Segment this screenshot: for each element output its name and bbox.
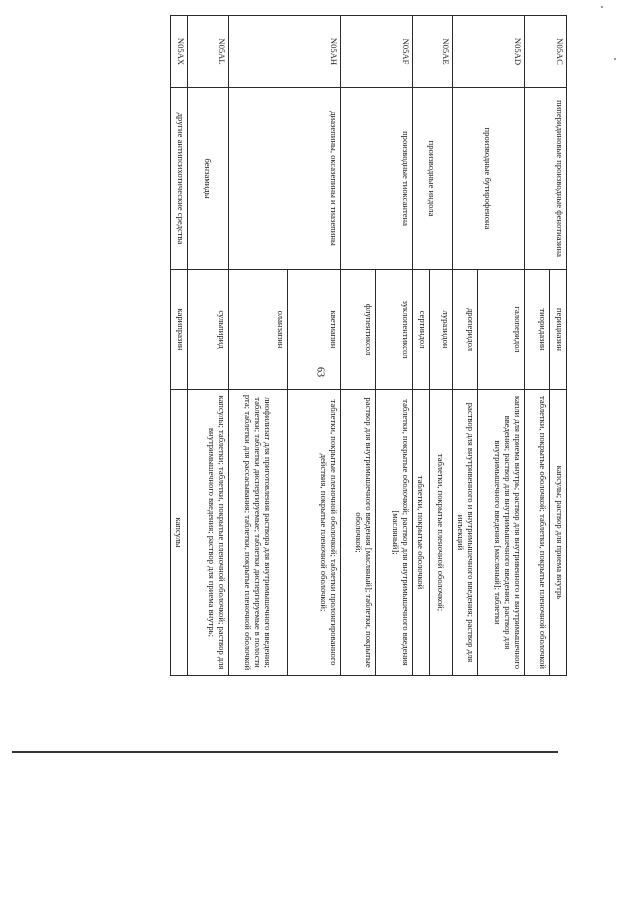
drug-name: кветиапин xyxy=(288,270,341,390)
table-row xyxy=(171,16,188,676)
drug-name-group xyxy=(413,270,453,390)
atc-group-name: производные бутирофенона xyxy=(453,88,525,270)
table-row xyxy=(430,270,453,389)
drug-name: тиоридазин xyxy=(525,270,550,390)
scan-speck xyxy=(601,6,603,8)
drug-name: оланзапин xyxy=(229,270,288,390)
table-row xyxy=(288,16,341,676)
atc-code: N05AX xyxy=(171,16,188,88)
dosage-form: таблетки, покрытые оболочкой; таблетки, покрытые пленочной оболочкой xyxy=(525,390,550,676)
dosage-form: раствор для внутримышечного введения [масляный]; таблетки, покрытые оболочкой; xyxy=(341,390,376,676)
table-row xyxy=(550,16,567,676)
dosage-form: таблетки, покрытые пленочной оболочкой; таблетки пролонгированного действия, покрытые пленочной оболочкой; xyxy=(288,390,341,676)
drug-name: дроперидол xyxy=(453,270,478,390)
drug-name: сульпирид xyxy=(188,270,229,390)
dosage-form: капсулы xyxy=(171,390,188,676)
scan-speck xyxy=(614,58,616,60)
atc-code: N05AH xyxy=(229,16,341,88)
atc-group-name: производные индола xyxy=(413,88,453,270)
drug-name: перициазин xyxy=(550,270,567,390)
table-row xyxy=(430,16,453,676)
dosage-form: раствор для внутривенного и внутримышечного введения; раствор для инъекций xyxy=(453,390,478,676)
dosage-form: таблетки, покрытые пленочной оболочкой; xyxy=(430,390,453,676)
drug-name-subtable xyxy=(413,270,452,389)
drug-name: карипразин xyxy=(171,270,188,390)
atc-code: N05AD xyxy=(453,16,525,88)
atc-group-name: диазепины, оксазепины и тиазепины xyxy=(229,88,341,270)
atc-code: N05AC xyxy=(525,16,567,88)
atc-group-name: другие антипсихотические средства xyxy=(171,88,188,270)
atc-code: N05AF xyxy=(341,16,413,88)
table-row xyxy=(376,16,413,676)
atc-group-name: бензамиды xyxy=(188,88,229,270)
dosage-form: лиофилизат для приготовления раствора для внутримышечного введения; таблетки; таблетки диспергируемые; таблетки диспергируемые в полости рта; таблетки для рассасывания; таблетки, покрытые пленочной оболочкой xyxy=(229,390,288,676)
dosage-form: таблетки, покрытые оболочкой xyxy=(413,390,430,676)
atc-code: N05AL xyxy=(188,16,229,88)
drug-name: зуклопентиксол xyxy=(376,270,413,390)
drug-name: сертиндол xyxy=(413,270,430,389)
drug-name: флупентиксол xyxy=(341,270,376,390)
atc-group-name: пиперидиновые производные фенотиазина xyxy=(525,88,567,270)
table-row xyxy=(413,270,430,389)
drug-name: луразидон xyxy=(441,310,451,349)
dosage-form: капсулы; раствор для приема внутрь xyxy=(550,390,567,676)
dosage-form: капсулы; таблетки; таблетки, покрытые пленочной оболочкой; раствор для внутримышечного введения; раствор для приема внутрь; xyxy=(188,390,229,676)
table-row xyxy=(188,16,229,676)
drug-name: галоперидол xyxy=(478,270,525,390)
atc-group-name: производные тиоксантена xyxy=(341,88,413,270)
atc-code: N05AE xyxy=(413,16,453,88)
dosage-form: таблетки, покрытые оболочкой; раствор для внутримышечного введения [масляный]; xyxy=(376,390,413,676)
document-table-rotated xyxy=(102,15,567,675)
page-number: 63 xyxy=(314,367,326,377)
atc-table xyxy=(170,15,567,676)
dosage-form: капли для приема внутрь; раствор для внутривенного и внутримышечного введения; раствор для внутримышечного введения; раствор для внутримышечного введения [масляный]; таблетки xyxy=(478,390,525,676)
table-row xyxy=(478,16,525,676)
horizontal-rule xyxy=(12,751,558,753)
